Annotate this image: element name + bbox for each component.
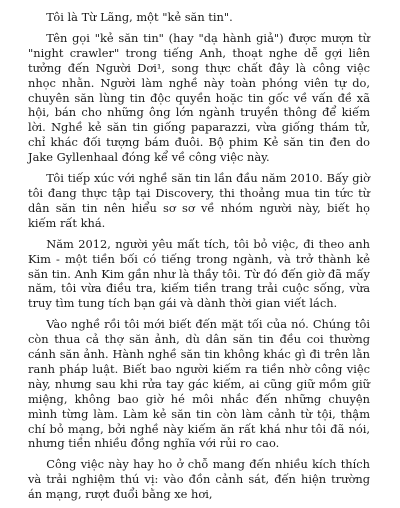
text-column [28,10,370,508]
paragraph: Năm 2012, người yêu mất tích, tôi bỏ việc, đi theo anh Kim - một tiền bối có tiếng trong ngành, và trở thành kẻ săn tin. Anh Kim gần như là thầy tôi. Từ đó đến giờ đã mấy năm, tôi vừa điều tra, kiếm tiền trang trải cuộc sống, vừa truy tìm tung tích bạn gái và dành thời gian viết lách. [28,236,370,311]
paragraph: Tên gọi "kẻ săn tin" (hay "dạ hành giả") được mượn từ "night crawler" trong tiếng Anh, thoạt nghe dễ gợi liên tưởng đến Người Dơi¹, song thực chất đây là công việc nhọc nhằn. Người làm nghề này toàn phóng viên tự do, chuyên săn lùng tin độc quyền hoặc tin gốc về vấn đề xã hội, bán cho những ông lớn ngành truyền thông để kiếm lời. Nghề kẻ săn tin giống paparazzi, vừa giống thám tử, chỉ khác đối tượng bám đuôi. Bộ phim Kẻ săn tin đen do Jake Gyllenhaal đóng kể về công việc này. [28,30,370,165]
paragraph: Vào nghề rồi tôi mới biết đến mặt tối của nó. Chúng tôi còn thua cả thợ săn ảnh, dù dân săn tin đều coi thường cánh săn ảnh. Hành nghề săn tin không khác gì đi trên lằn ranh pháp luật. Biết bao người kiếm ra tiền nhờ công việc này, nhưng sau khi rửa tay gác kiếm, ai cũng giữ mồm giữ miệng, không bao giờ hé môi nhắc đến những chuyện mình từng làm. Làm kẻ săn tin còn làm cảnh từ tội, thậm chí bỏ mạng, bởi nghề này kiếm ăn rất khá như tôi đã nói, nhưng tiền nhiều đồng nghĩa với rủi ro cao. [28,317,370,451]
paragraph: Tôi tiếp xúc với nghề săn tin lần đầu năm 2010. Bấy giờ tôi đang thực tập tại Discovery, thi thoảng mua tin tức từ dân săn tin nên hiểu sơ sơ về nhóm người này, biết họ kiếm rất khá. [28,171,370,230]
paragraph: Công việc này hay ho ở chỗ mang đến nhiều kích thích và trải nghiệm thú vị: vào đồn cảnh sát, đến hiện trường án mạng, rượt đuổi bằng xe hơi, [28,457,370,502]
paragraph: Tôi là Từ Lãng, một "kẻ săn tin". [46,10,233,24]
